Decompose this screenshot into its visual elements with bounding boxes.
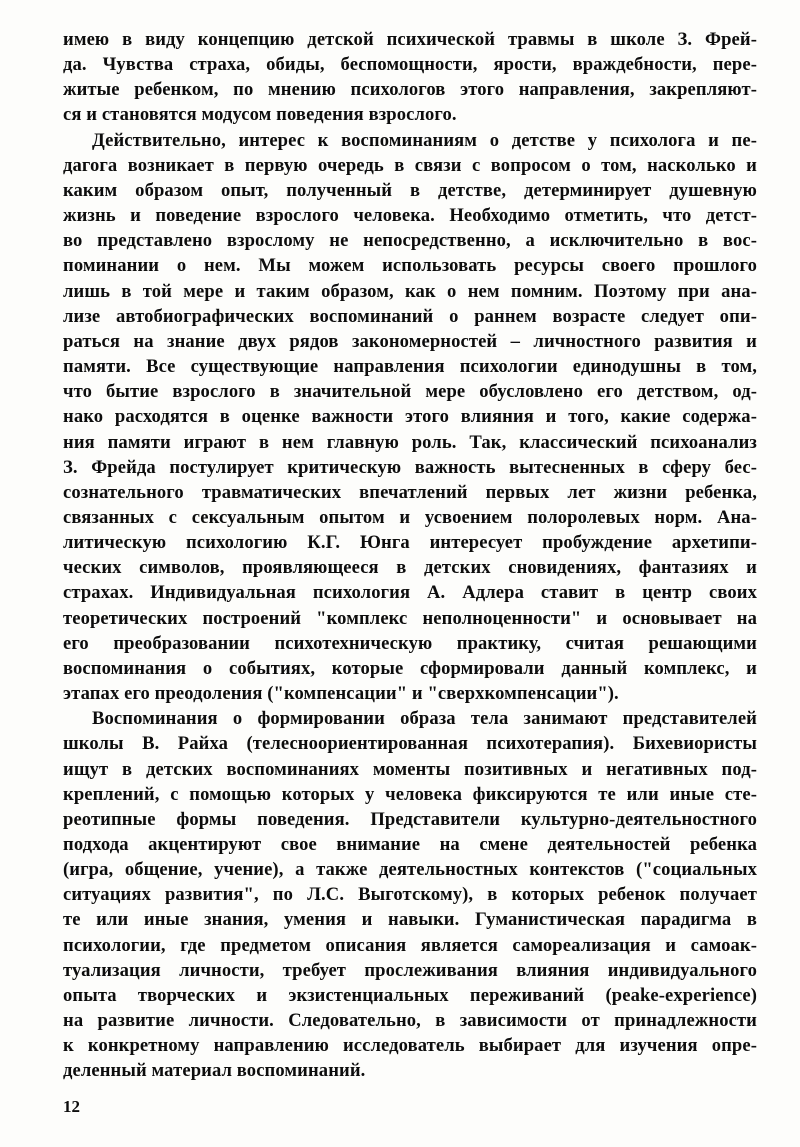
text-line: теоретических построений "комплекс неполноценности" и основывает на [63, 607, 757, 629]
text-block [63, 27, 757, 1084]
text-line: воспоминания о событиях, которые сформировали данный комплекс, и [63, 657, 757, 679]
text-line: страхах. Индивидуальная психология А. Адлера ставит в центр своих [63, 582, 757, 604]
text-line: опыта творческих и экзистенциальных переживаний (peake-experience) [63, 984, 757, 1006]
text-line: реотипные формы поведения. Представители культурно-деятельностного [63, 808, 757, 830]
text-line: ческих символов, проявляющееся в детских сновидениях, фантазиях и [63, 557, 757, 579]
page-number: 12 [63, 1096, 80, 1116]
text-line: Действительно, интерес к воспоминаниям о детстве у психолога и пе- [92, 129, 757, 151]
text-line: этапах его преодоления ("компенсации" и "сверхкомпенсации"). [63, 683, 619, 705]
text-line: нако расходятся в оценке важности этого влияния и того, какие содержа- [63, 406, 757, 428]
text-line: памяти. Все существующие направления психологии единодушны в том, [63, 356, 757, 378]
text-line: лизе автобиографических воспоминаний о раннем возрасте следует опи- [63, 305, 757, 327]
text-line: ся и становятся модусом поведения взрослого. [63, 104, 457, 126]
text-line: житые ребенком, по мнению психологов этого направления, закрепляют- [63, 79, 757, 101]
text-line: да. Чувства страха, обиды, беспомощности, ярости, враждебности, пере- [63, 54, 757, 76]
text-line: креплений, с помощью которых у человека фиксируются те или иные сте- [63, 783, 757, 805]
text-line: во представлено взрослому не непосредственно, а исключительно в вос- [63, 230, 757, 252]
text-line: его преобразовании психотехническую практику, считая решающими [63, 632, 757, 654]
text-line: к конкретному направлению исследователь выбирает для изучения опре- [63, 1035, 757, 1057]
text-line: каким образом опыт, полученный в детстве, детерминирует душевную [63, 179, 757, 201]
text-line: туализация личности, требует прослеживания влияния индивидуального [63, 959, 757, 981]
text-line: З. Фрейда постулирует критическую важность вытесненных в сферу бес- [63, 456, 757, 478]
text-line: раться на знание двух рядов закономерностей – личностного развития и [63, 330, 757, 352]
text-line: дагога возникает в первую очередь в связи с вопросом о том, насколько и [63, 154, 757, 176]
text-line: деленный материал воспоминаний. [63, 1060, 366, 1082]
text-line: на развитие личности. Следовательно, в зависимости от принадлежности [63, 1010, 757, 1032]
text-line: те или иные знания, умения и навыки. Гуманистическая парадигма в [63, 909, 757, 931]
text-line: связанных с сексуальным опытом и усвоением полоролевых норм. Ана- [63, 506, 757, 528]
text-line: что бытие взрослого в значительной мере обусловлено его детством, од- [63, 381, 757, 403]
text-line: подхода акцентируют свое внимание на смене деятельностей ребенка [63, 834, 757, 855]
text-line: лишь в той мере и таким образом, как о нем помним. Поэтому при ана- [63, 280, 757, 302]
text-line: школы В. Райха (телесноориентированная психотерапия). Бихевиористы [63, 733, 757, 755]
text-line: литическую психологию К.Г. Юнга интересует пробуждение архетипи- [63, 532, 757, 554]
text-line: ситуациях развития", по Л.С. Выготскому), в которых ребенок получает [63, 884, 757, 906]
text-line: жизнь и поведение взрослого человека. Необходимо отметить, что детст- [63, 205, 757, 227]
text-line: ния памяти играют в нем главную роль. Так, классический психоанализ [63, 431, 757, 453]
text-line: поминании о нем. Мы можем использовать ресурсы своего прошлого [63, 255, 757, 277]
text-line: имею в виду концепцию детской психической травмы в школе З. Фрей- [63, 29, 757, 50]
text-line: сознательного травматических впечатлений первых лет жизни ребенка, [63, 481, 757, 503]
text-line: Воспоминания о формировании образа тела занимают представителей [92, 708, 757, 730]
text-line: (игра, общение, учение), а также деятельностных контекстов ("социальных [63, 859, 757, 881]
text-line: ищут в детских воспоминаниях моменты позитивных и негативных под- [63, 758, 757, 780]
text-line: психологии, где предметом описания является самореализация и самоак- [63, 934, 757, 956]
